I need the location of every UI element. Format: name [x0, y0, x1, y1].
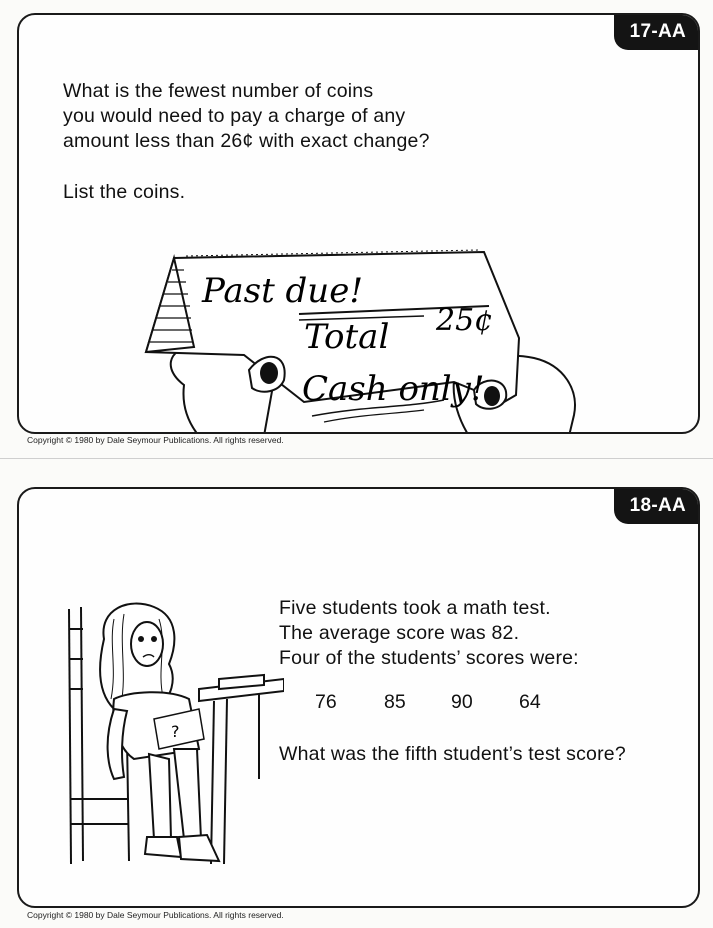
- question-text: [63, 79, 430, 154]
- question-line: you would need to pay a charge of any: [63, 105, 406, 127]
- question-text: What was the fifth student’s test score?: [279, 743, 626, 765]
- instruction-text: List the coins.: [63, 181, 186, 203]
- intro-line: Five students took a math test.: [279, 597, 551, 619]
- question-line: What is the fewest number of coins: [63, 80, 374, 102]
- problem-card-17aa: [17, 13, 700, 434]
- bill-amount: 25¢: [436, 303, 494, 338]
- score-value: 90: [451, 691, 473, 713]
- intro-line: Four of the students’ scores were:: [279, 647, 579, 669]
- problem-card-18aa: [17, 487, 700, 908]
- card-id-badge: 17-AA: [614, 13, 700, 50]
- face: [131, 622, 163, 666]
- intro-line: The average score was 82.: [279, 622, 520, 644]
- intro-text: [279, 596, 579, 671]
- copyright-text: Copyright © 1980 by Dale Seymour Publications. All rights reserved.: [27, 910, 284, 920]
- bill-line-total: Total: [304, 317, 390, 357]
- score-value: 85: [384, 691, 406, 713]
- desk: [199, 675, 284, 864]
- card-id-badge: 18-AA: [614, 487, 700, 524]
- bill-illustration: [124, 230, 594, 434]
- divider: [0, 458, 713, 459]
- student-illustration: [59, 599, 284, 869]
- bill-line-cash-only: Cash only!: [302, 369, 485, 409]
- score-value: 64: [519, 691, 541, 713]
- copyright-text: Copyright © 1980 by Dale Seymour Publications. All rights reserved.: [27, 435, 284, 445]
- score-value: 76: [315, 691, 337, 713]
- bill-line-past-due: Past due!: [202, 271, 363, 311]
- svg-text:?: ?: [171, 722, 180, 741]
- question-line: amount less than 26¢ with exact change?: [63, 130, 430, 152]
